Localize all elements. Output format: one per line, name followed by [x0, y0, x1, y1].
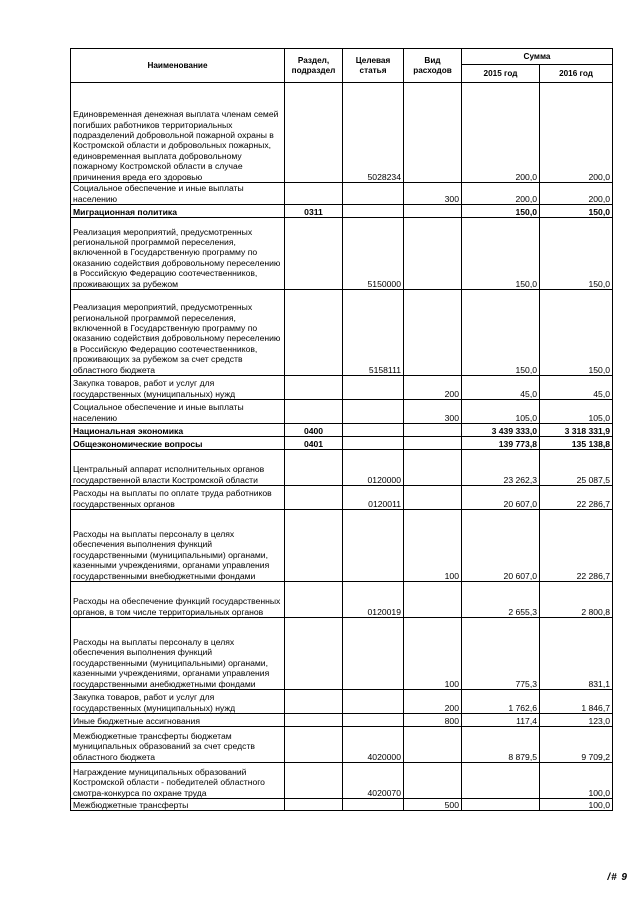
- header-sum: Сумма: [462, 49, 613, 65]
- row-name: Межбюджетные трансферты: [71, 799, 285, 811]
- table-row: [71, 183, 613, 205]
- table-row: [71, 618, 613, 690]
- row-sum-2016: 45,0: [540, 376, 613, 400]
- row-section: [285, 218, 343, 290]
- row-kind: [404, 218, 462, 290]
- row-kind: [404, 424, 462, 437]
- row-target: 0120000: [343, 450, 404, 486]
- row-sum-2016: 9 709,2: [540, 727, 613, 763]
- row-target: [343, 618, 404, 690]
- row-section: [285, 618, 343, 690]
- table-row: [71, 83, 613, 183]
- row-kind: [404, 205, 462, 218]
- row-target: 5158111: [343, 290, 404, 376]
- row-name: Расходы на выплаты персоналу в целях обеспечения выполнения функций государственными (муниципальными) органами, казенными учреждениями, органами управления государственными внебюджетными фондами: [71, 510, 285, 582]
- header-section: Раздел, подраздел: [285, 49, 343, 83]
- row-name: Общеэкономические вопросы: [71, 437, 285, 450]
- table-row: [71, 437, 613, 450]
- row-target: [343, 376, 404, 400]
- row-sum-2015: [462, 763, 540, 799]
- row-sum-2015: 23 262,3: [462, 450, 540, 486]
- row-target: 4020070: [343, 763, 404, 799]
- row-kind: [404, 486, 462, 510]
- row-sum-2015: 8 879,5: [462, 727, 540, 763]
- row-sum-2015: 105,0: [462, 400, 540, 424]
- row-kind: 200: [404, 690, 462, 714]
- row-target: 0120019: [343, 582, 404, 618]
- row-sum-2016: 135 138,8: [540, 437, 613, 450]
- row-section: 0401: [285, 437, 343, 450]
- row-sum-2015: 45,0: [462, 376, 540, 400]
- row-name: Миграционная политика: [71, 205, 285, 218]
- header-kind: Вид расходов: [404, 49, 462, 83]
- table-row: [71, 799, 613, 811]
- row-name: Межбюджетные трансферты бюджетам муниципальных образований за счет средств областного бюджета: [71, 727, 285, 763]
- row-section: [285, 450, 343, 486]
- row-sum-2016: 105,0: [540, 400, 613, 424]
- table-row: [71, 486, 613, 510]
- table-row: [71, 424, 613, 437]
- row-sum-2015: 775,3: [462, 618, 540, 690]
- row-section: [285, 763, 343, 799]
- row-sum-2015: 150,0: [462, 205, 540, 218]
- row-kind: [404, 763, 462, 799]
- table-row: [71, 582, 613, 618]
- row-sum-2016: 100,0: [540, 799, 613, 811]
- row-kind: [404, 582, 462, 618]
- row-sum-2016: 123,0: [540, 714, 613, 727]
- row-sum-2015: 1 762,6: [462, 690, 540, 714]
- row-name: Единовременная денежная выплата членам семей погибших работников территориальных подразделений добровольной пожарной охраны в Костромской области и добровольных пожарных, единовременная выплата добровольному пожарному Костромской области в случае причинения вреда его здоровью: [71, 83, 285, 183]
- table-row: [71, 218, 613, 290]
- row-sum-2015: 20 607,0: [462, 510, 540, 582]
- table-header: [71, 49, 613, 83]
- table-row: [71, 714, 613, 727]
- row-kind: 300: [404, 400, 462, 424]
- row-section: [285, 376, 343, 400]
- table-row: [71, 376, 613, 400]
- table-row: [71, 510, 613, 582]
- table-row: [71, 727, 613, 763]
- row-name: Иные бюджетные ассигнования: [71, 714, 285, 727]
- row-section: [285, 183, 343, 205]
- row-sum-2015: 200,0: [462, 183, 540, 205]
- row-kind: [404, 727, 462, 763]
- row-sum-2016: 150,0: [540, 205, 613, 218]
- row-name: Реализация мероприятий, предусмотренных региональной программой переселения, включенной в Государственную программу по оказанию содействия добровольному переселению в Российскую Федерацию соотечественников, проживающих за рубежом за счет средств областного бюджета: [71, 290, 285, 376]
- row-name: Реализация мероприятий, предусмотренных региональной программой переселения, включенной в Государственную программу по оказанию содействия добровольному переселению в Российскую Федерацию соотечественников, проживающих за рубежом: [71, 218, 285, 290]
- header-2016: 2016 год: [540, 65, 613, 83]
- table-row: [71, 450, 613, 486]
- row-target: 4020000: [343, 727, 404, 763]
- row-kind: [404, 450, 462, 486]
- row-kind: 100: [404, 618, 462, 690]
- row-section: 0400: [285, 424, 343, 437]
- row-sum-2016: 2 800,8: [540, 582, 613, 618]
- row-section: [285, 727, 343, 763]
- row-sum-2015: [462, 799, 540, 811]
- row-name: Социальное обеспечение и иные выплаты населению: [71, 400, 285, 424]
- row-section: [285, 400, 343, 424]
- row-sum-2016: 200,0: [540, 183, 613, 205]
- table-body: [71, 83, 613, 811]
- table-row: [71, 400, 613, 424]
- row-name: Закупка товаров, работ и услуг для государственных (муниципальных) нужд: [71, 376, 285, 400]
- row-name: Центральный аппарат исполнительных органов государственной власти Костромской области: [71, 450, 285, 486]
- row-kind: 800: [404, 714, 462, 727]
- row-target: 0120011: [343, 486, 404, 510]
- row-name: Расходы на обеспечение функций государственных органов, в том числе территориальных органов: [71, 582, 285, 618]
- row-name: Награждение муниципальных образований Костромской области - победителей областного смотра-конкурса по охране труда: [71, 763, 285, 799]
- row-sum-2016: 25 087,5: [540, 450, 613, 486]
- header-target: Целевая статья: [343, 49, 404, 83]
- row-sum-2015: 117,4: [462, 714, 540, 727]
- row-section: [285, 83, 343, 183]
- row-sum-2015: 150,0: [462, 218, 540, 290]
- row-sum-2016: 22 286,7: [540, 510, 613, 582]
- row-section: [285, 486, 343, 510]
- row-name: Расходы на выплаты по оплате труда работников государственных органов: [71, 486, 285, 510]
- row-sum-2015: 200,0: [462, 83, 540, 183]
- row-kind: [404, 290, 462, 376]
- row-sum-2015: 2 655,3: [462, 582, 540, 618]
- row-sum-2016: 22 286,7: [540, 486, 613, 510]
- row-target: [343, 437, 404, 450]
- table-row: [71, 690, 613, 714]
- row-name: Расходы на выплаты персоналу в целях обеспечения выполнения функций государственными (муниципальными) органами, казенными учреждениями, органами управления государственными анебюджетными фондами: [71, 618, 285, 690]
- row-sum-2016: 150,0: [540, 290, 613, 376]
- row-section: [285, 510, 343, 582]
- row-target: 5150000: [343, 218, 404, 290]
- row-kind: 200: [404, 376, 462, 400]
- row-target: [343, 690, 404, 714]
- row-kind: 500: [404, 799, 462, 811]
- row-target: [343, 400, 404, 424]
- row-kind: [404, 437, 462, 450]
- row-target: [343, 799, 404, 811]
- table-row: [71, 290, 613, 376]
- row-sum-2016: 1 846,7: [540, 690, 613, 714]
- row-section: [285, 290, 343, 376]
- row-sum-2015: 20 607,0: [462, 486, 540, 510]
- row-sum-2015: 139 773,8: [462, 437, 540, 450]
- row-sum-2016: 100,0: [540, 763, 613, 799]
- row-sum-2016: 3 318 331,9: [540, 424, 613, 437]
- row-target: [343, 205, 404, 218]
- header-2015: 2015 год: [462, 65, 540, 83]
- row-kind: [404, 83, 462, 183]
- row-section: 0311: [285, 205, 343, 218]
- row-section: [285, 799, 343, 811]
- row-sum-2016: 150,0: [540, 218, 613, 290]
- page-mark: /# 9: [607, 872, 628, 883]
- header-name: Наименование: [71, 49, 285, 83]
- row-kind: 300: [404, 183, 462, 205]
- table-row: [71, 763, 613, 799]
- row-name: Закупка товаров, работ и услуг для государственных (муниципальных) нужд: [71, 690, 285, 714]
- row-section: [285, 714, 343, 727]
- row-section: [285, 690, 343, 714]
- row-target: 5028234: [343, 83, 404, 183]
- table-row: [71, 205, 613, 218]
- row-section: [285, 582, 343, 618]
- row-target: [343, 714, 404, 727]
- row-target: [343, 183, 404, 205]
- row-sum-2015: 150,0: [462, 290, 540, 376]
- row-name: Социальное обеспечение и иные выплаты населению: [71, 183, 285, 205]
- row-sum-2015: 3 439 333,0: [462, 424, 540, 437]
- row-target: [343, 424, 404, 437]
- row-name: Национальная экономика: [71, 424, 285, 437]
- row-sum-2016: 200,0: [540, 83, 613, 183]
- budget-table: [70, 48, 613, 811]
- row-kind: 100: [404, 510, 462, 582]
- row-sum-2016: 831,1: [540, 618, 613, 690]
- row-target: [343, 510, 404, 582]
